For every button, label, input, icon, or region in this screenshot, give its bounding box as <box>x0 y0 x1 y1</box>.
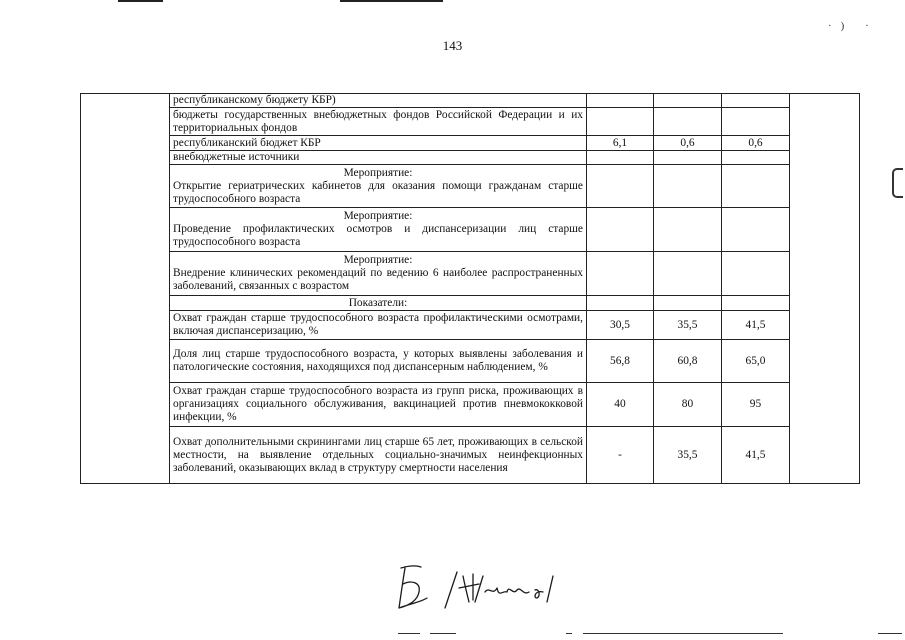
left-merged-cell <box>81 94 170 484</box>
value-cell-1: 56,8 <box>587 340 654 383</box>
value-cell-3 <box>722 151 790 165</box>
value-cell-3: 0,6 <box>722 136 790 151</box>
table-row <box>81 383 860 427</box>
top-edge-line-right <box>340 0 443 2</box>
value-cell-1 <box>587 296 654 311</box>
value-cell-1 <box>587 252 654 296</box>
value-cell-3 <box>722 165 790 208</box>
value-cell-2 <box>654 108 722 136</box>
value-cell-3 <box>722 252 790 296</box>
event-cell <box>170 208 587 252</box>
value-cell-1 <box>587 151 654 165</box>
value-cell-3 <box>722 94 790 108</box>
row-text: республиканскому бюджету КБР) <box>170 94 587 108</box>
event-text: Открытие гериатрических кабинетов для оказания помощи гражданам старше трудоспособного возраста <box>173 179 583 205</box>
table-row <box>81 165 860 208</box>
handwritten-signature <box>393 562 573 617</box>
value-cell-1 <box>587 165 654 208</box>
value-cell-2: 0,6 <box>654 136 722 151</box>
event-title: Мероприятие: <box>343 166 413 179</box>
event-title: Мероприятие: <box>343 254 413 266</box>
value-cell-3 <box>722 108 790 136</box>
table-row <box>81 296 860 311</box>
value-cell-2: 80 <box>654 383 722 427</box>
top-edge-line-left <box>118 0 163 2</box>
table-row <box>81 108 860 136</box>
row-text: республиканский бюджет КБР <box>170 136 587 151</box>
event-text: Проведение профилактических осмотров и диспансеризации лиц старше трудоспособного возраста <box>173 223 583 248</box>
row-text: бюджеты государственных внебюджетных фондов Российской Федерации и их территориальных фондов <box>170 108 587 136</box>
row-text: Охват граждан старше трудоспособного возраста профилактическими осмотрами, включая диспансеризацию, % <box>170 311 587 340</box>
bottom-edge-line-1 <box>398 633 420 634</box>
table-row <box>81 94 860 108</box>
bottom-edge-line-3 <box>566 633 572 634</box>
value-cell-3: 95 <box>722 383 790 427</box>
event-text: Внедрение клинических рекомендаций по ведению 6 наиболее распространенных заболеваний, связанных с возрастом <box>173 267 583 292</box>
table-row <box>81 340 860 383</box>
value-cell-1 <box>587 94 654 108</box>
table-row <box>81 151 860 165</box>
table-row <box>81 252 860 296</box>
value-cell-1 <box>587 208 654 252</box>
right-merged-cell <box>790 94 860 484</box>
value-cell-3: 41,5 <box>722 311 790 340</box>
value-cell-2: 35,5 <box>654 427 722 484</box>
event-cell <box>170 165 587 208</box>
value-cell-2 <box>654 94 722 108</box>
value-cell-3: 41,5 <box>722 427 790 484</box>
value-cell-1: 40 <box>587 383 654 427</box>
corner-marks: ·) · <box>828 20 878 32</box>
table-row <box>81 311 860 340</box>
budget-table <box>80 93 860 484</box>
table-row <box>81 427 860 484</box>
value-cell-2 <box>654 296 722 311</box>
indicators-heading: Показатели: <box>170 296 587 311</box>
row-text: внебюджетные источники <box>170 151 587 165</box>
value-cell-2 <box>654 252 722 296</box>
row-text: Охват дополнительными скринингами лиц старше 65 лет, проживающих в сельской местности, на выявление отдельных социально-значимых неинфекционных заболеваний, оказывающих вклад в структуру смертности населения <box>170 427 587 484</box>
value-cell-2: 60,8 <box>654 340 722 383</box>
value-cell-1: 30,5 <box>587 311 654 340</box>
value-cell-1 <box>587 108 654 136</box>
value-cell-2 <box>654 208 722 252</box>
row-text: Охват граждан старше трудоспособного возраста из групп риска, проживающих в организациях социального обслуживания, вакцинацией против пневмококковой инфекции, % <box>170 383 587 427</box>
value-cell-2: 35,5 <box>654 311 722 340</box>
value-cell-3 <box>722 296 790 311</box>
value-cell-2 <box>654 165 722 208</box>
row-text: Доля лиц старше трудоспособного возраста, у которых выявлены заболевания и патологические состояния, находящихся под диспансерным наблюдением, % <box>170 340 587 383</box>
value-cell-3: 65,0 <box>722 340 790 383</box>
value-cell-3 <box>722 208 790 252</box>
bottom-edge-line-2 <box>430 633 456 634</box>
margin-bracket-mark <box>892 168 903 198</box>
value-cell-2 <box>654 151 722 165</box>
table-row <box>81 136 860 151</box>
bottom-edge-line-4 <box>583 633 783 634</box>
page-number: 143 <box>442 38 463 53</box>
value-cell-1: 6,1 <box>587 136 654 151</box>
table-row <box>81 208 860 252</box>
event-title: Мероприятие: <box>343 210 413 222</box>
bottom-edge-line-5 <box>878 633 902 634</box>
value-cell-1: - <box>587 427 654 484</box>
event-cell <box>170 252 587 296</box>
